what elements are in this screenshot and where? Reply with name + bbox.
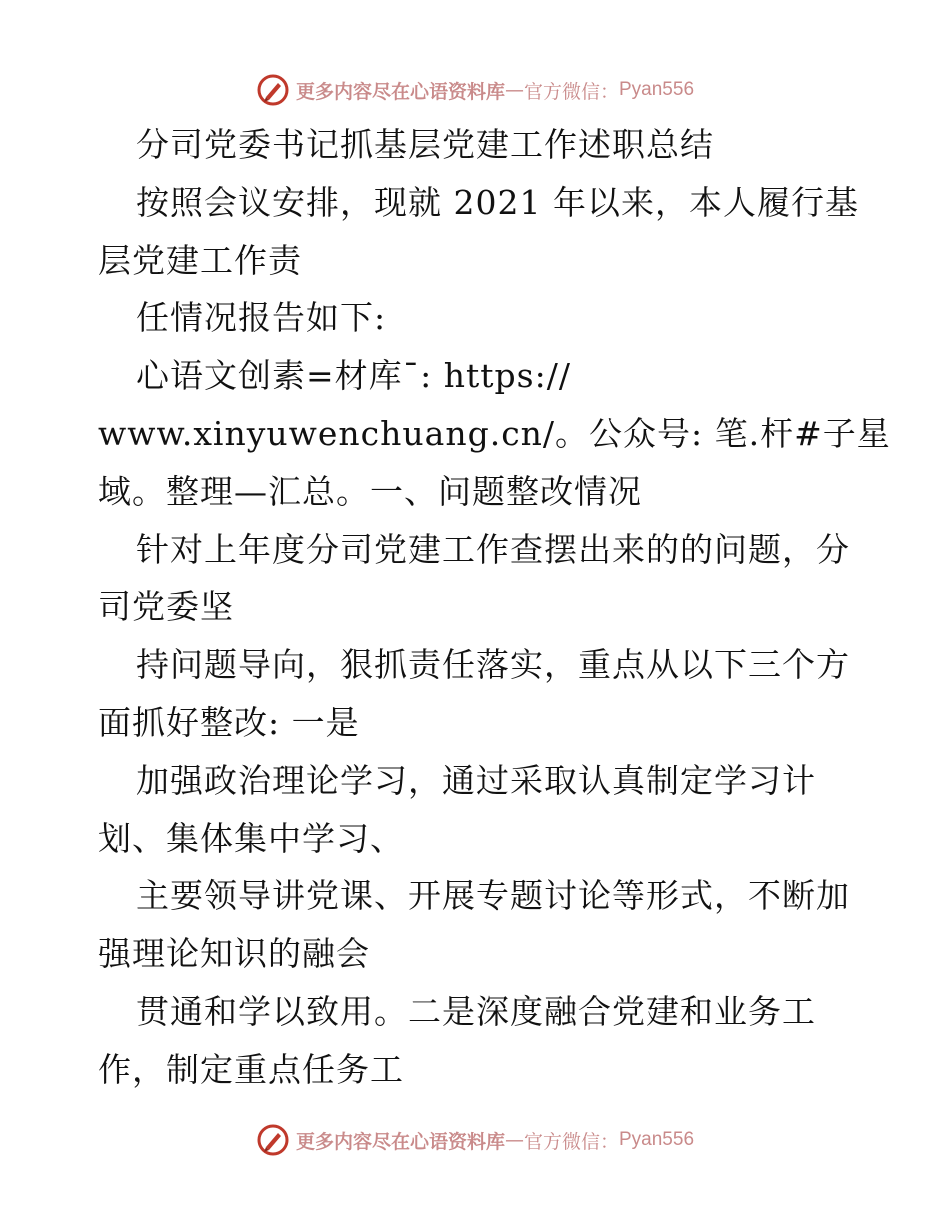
watermark-official-label: 官方微信： <box>523 80 619 103</box>
paragraph-line: 按照会议安排，现就 2021 年以来，本人履行基 <box>136 182 859 222</box>
watermark-header <box>0 70 950 110</box>
watermark-main-text: 更多内容尽在心语资料库 <box>295 1130 505 1153</box>
document-body <box>98 116 891 1099</box>
paragraph-line: 划、集体集中学习、 <box>98 818 404 858</box>
paragraph-line: 层党建工作责 <box>98 240 302 280</box>
watermark-main-text: 更多内容尽在心语资料库 <box>295 80 505 103</box>
watermark-dash: — <box>504 79 524 101</box>
paragraph-line: 强理论知识的融会 <box>98 934 370 974</box>
watermark-footer <box>0 1120 950 1160</box>
paragraph-line: 主要领导讲党课、开展专题讨论等形式，不断加 <box>136 876 850 916</box>
pen-logo-icon <box>256 73 290 107</box>
paragraph-line: 加强政治理论学习，通过采取认真制定学习计 <box>136 760 816 800</box>
paragraph-line: 持问题导向，狠抓责任落实，重点从以下三个方 <box>136 645 850 685</box>
paragraph-line: 域。整理—汇总。一、问题整改情况 <box>98 471 642 511</box>
paragraph-line: 任情况报告如下: <box>136 298 387 338</box>
paragraph-line: 针对上年度分司党建工作查摆出来的的问题，分 <box>136 529 850 569</box>
paragraph-line: 贯通和学以致用。二是深度融合党建和业务工 <box>136 991 816 1031</box>
watermark-dash: — <box>504 1129 524 1151</box>
paragraph-line: 心语文创素=材库¯: https:// <box>136 356 571 396</box>
pen-logo-icon <box>256 1123 290 1157</box>
watermark-official-label: 官方微信： <box>523 1130 619 1153</box>
paragraph-line: 司党委坚 <box>98 587 234 627</box>
paragraph-line: 面抓好整改: 一是 <box>98 702 360 742</box>
document-title: 分司党委书记抓基层党建工作述职总结 <box>136 125 714 164</box>
paragraph-line: www.xinyuwenchuang.cn/。公众号: 笔.杆#子星 <box>98 413 891 453</box>
watermark-wechat-id: Pyan556 <box>619 79 695 100</box>
paragraph-line: 作，制定重点任务工 <box>98 1049 404 1089</box>
watermark-wechat-id: Pyan556 <box>619 1129 695 1150</box>
